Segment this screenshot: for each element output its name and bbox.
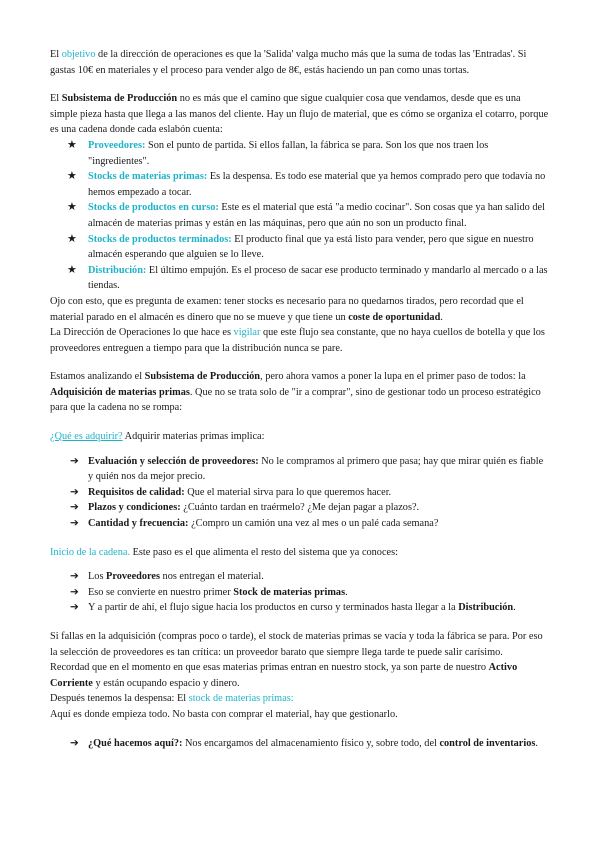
text: . — [440, 311, 443, 323]
paragraph-aqui: Aquí es donde empieza todo. No basta con comprar el material, hay que gestionarlo. — [50, 708, 398, 720]
list-item — [50, 516, 550, 532]
paragraph-si-fallas: Si fallas en la adquisición (compras poco o tarde), el stock de materias primas se vacía y toda la fábrica se para. Por eso la selección de proveedores es tan crítica: un proveedor barato que siempre llega tarde te puede salir carísimo. — [50, 631, 543, 658]
paragraph-inicio-cadena — [50, 545, 550, 561]
list-item — [50, 485, 550, 501]
list-item — [50, 169, 550, 200]
list-text: Son el punto de partida. Si ellos fallan, la fábrica se para. Son los que nos traen los "ingredientes". — [88, 139, 489, 167]
text: : — [290, 693, 294, 705]
document-page — [50, 47, 550, 751]
text: , pero ahora vamos a poner la lupa en el primer paso de todos: la — [260, 371, 526, 383]
list-text: Y a partir de ahí, el flujo sigue hacia los productos en curso y terminados hasta llegar a la — [88, 602, 459, 614]
list-term: Stocks de productos terminados: — [88, 233, 232, 245]
list-term: Proveedores — [106, 571, 160, 583]
arrow-icon: ➔ — [70, 602, 79, 614]
arrow-icon: ➔ — [70, 455, 79, 467]
list-item — [50, 569, 550, 585]
star-icon: ★ — [67, 170, 77, 183]
link-que-es-adquirir[interactable]: ¿Qué es adquirir? — [50, 431, 123, 443]
arrow-icon: ➔ — [70, 571, 79, 583]
list-text: El último empujón. Es el proceso de sacar ese producto terminado y mandarlo al mercado o a las tiendas. — [88, 264, 548, 292]
bold-term: Subsistema de Producción — [144, 371, 261, 383]
arrow-icon: ➔ — [70, 502, 79, 514]
list-text: Que el material sirva para lo que queremos hacer. — [184, 486, 392, 498]
list-text: . — [535, 737, 538, 749]
text: no es más que el camino que sigue cualquier cosa que vendamos, desde que es una simple pieza hasta que llega a las manos del cliente. Hay un flujo de material, que es cómo se organiza el cotarro, porque es una cadena donde cada eslabón cuenta: — [50, 93, 549, 136]
arrow-icon: ➔ — [70, 486, 79, 498]
list-text: Nos encargamos del almacenamiento físico y, sobre todo, del — [182, 737, 440, 749]
arrow-icon: ➔ — [70, 737, 79, 749]
list-text: No le compramos al primero que pasa; hay que mirar quién es fiable y quién nos da mejor precio. — [88, 455, 544, 483]
paragraph-despensa — [50, 691, 550, 707]
paragraph-ojo — [50, 294, 550, 325]
text: y están ocupando espacio y dinero. — [92, 677, 240, 689]
list-term: control de inventarios — [439, 737, 536, 749]
star-list — [50, 138, 550, 294]
paragraph-que-es-adquirir — [50, 429, 550, 445]
list-item — [50, 500, 550, 516]
list-text: . — [345, 586, 348, 598]
list-text: Eso se convierte en nuestro primer — [88, 586, 234, 598]
list-item — [50, 263, 550, 294]
list-term: Stocks de materias primas: — [88, 171, 208, 183]
text: El — [50, 49, 62, 60]
arrow-list-cadena — [50, 569, 550, 616]
list-text: Es la despensa. Es todo ese material que ya hemos comprado pero que todavía no hemos empezado a tocar. — [88, 171, 546, 198]
star-icon: ★ — [67, 138, 77, 151]
text: Después tenemos la despensa: El — [50, 693, 189, 705]
list-text: ¿Compro un camión una vez al mes o un palé cada semana? — [188, 518, 439, 530]
list-item — [50, 736, 550, 752]
list-text: nos entregan el material. — [159, 571, 264, 583]
list-term: Evaluación y selección de proveedores: — [88, 455, 259, 467]
list-item — [50, 200, 550, 231]
list-text: Este es el material que está "a medio cocinar". Son cosas que ya han salido del almacén de materias primas y están en las máquinas, pero que aún no son un producto final. — [88, 202, 545, 229]
list-text: ¿Cuánto tardan en traérmelo? ¿Me dejan pagar a plazos?. — [180, 502, 420, 514]
list-term: Distribución: — [88, 264, 147, 276]
bold-term: Subsistema de Producción — [61, 93, 178, 105]
text: Ojo con esto, que es pregunta de examen: tener stocks es necesario para no quedarnos tirados, pero recordad que el material parado en el almacén es dinero que no se mueve y que tiene un — [50, 295, 524, 323]
highlight-stock-materias: stock de materias primas — [188, 693, 291, 705]
list-term: Requisitos de calidad: — [88, 486, 185, 498]
highlight-objetivo: objetivo — [61, 49, 96, 60]
text: Este paso es el que alimenta el resto del sistema que ya conoces: — [130, 546, 398, 558]
highlight-inicio-cadena: Inicio de la cadena. — [50, 546, 131, 558]
list-text: El producto final que ya está listo para vender, pero que sigue en nuestro almacén esperando que alguien se lo lleve. — [88, 233, 534, 261]
bold-term: Activo Corriente — [50, 662, 518, 689]
list-item — [50, 232, 550, 263]
text: . Que no se trata solo de "ir a comprar", sino de gestionar todo un proceso estratégico para que la cadena no se rompa: — [50, 386, 541, 414]
paragraph-subsistema — [50, 91, 550, 138]
text: El — [50, 93, 62, 105]
paragraph-adquisicion — [50, 369, 550, 416]
list-item — [50, 454, 550, 485]
list-term: Proveedores: — [88, 139, 146, 151]
paragraph-objetivo — [50, 47, 550, 78]
arrow-icon: ➔ — [70, 518, 79, 530]
paragraph-vigilar — [50, 325, 550, 356]
list-text: Los — [88, 571, 107, 583]
bold-term: coste de oportunidad — [348, 311, 441, 323]
list-term: Distribución — [458, 602, 514, 614]
star-icon: ★ — [67, 263, 77, 276]
arrow-list-que-hacemos — [50, 736, 550, 752]
list-term: ¿Qué hacemos aquí?: — [88, 737, 183, 749]
text: Recordad que en el momento en que esas materias primas entran en nuestro stock, ya son parte de nuestro — [50, 662, 489, 674]
list-item — [50, 600, 550, 616]
star-icon: ★ — [67, 232, 77, 245]
list-item — [50, 585, 550, 601]
list-item — [50, 138, 550, 169]
arrow-icon: ➔ — [70, 586, 79, 598]
text: que este flujo sea constante, que no haya cuellos de botella y que los proveedores entreguen a tiempo para que la distribución nunca se pare. — [50, 327, 545, 354]
text: Estamos analizando el — [50, 371, 145, 383]
list-term: Stock de materias primas — [233, 586, 346, 598]
list-term: Cantidad y frecuencia: — [88, 518, 189, 530]
arrow-list-adquirir — [50, 454, 550, 532]
list-term: Stocks de productos en curso: — [88, 202, 219, 214]
bold-term: Adquisición de materias primas — [50, 386, 190, 398]
text: Adquirir materias primas implica: — [122, 431, 265, 443]
highlight-vigilar: vigilar — [233, 327, 261, 339]
star-icon: ★ — [67, 201, 77, 214]
text: La Dirección de Operaciones lo que hace es — [50, 327, 234, 339]
text: de la dirección de operaciones es que la 'Salida' valga mucho más que la suma de todas las 'Entradas'. Si gastas 10€ en materiales y el proceso para vender algo de 8€, estás haciendo un pan como unas tortas. — [50, 49, 527, 76]
list-text: . — [513, 602, 516, 614]
list-term: Plazos y condiciones: — [88, 502, 181, 514]
paragraph-activo-corriente — [50, 660, 550, 691]
